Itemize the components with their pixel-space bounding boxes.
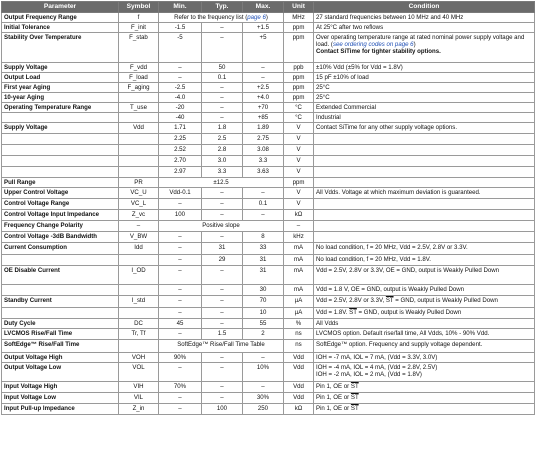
unit-cell: mA (284, 266, 314, 285)
unit-cell: % (284, 319, 314, 329)
symbol-cell: F_aging (119, 83, 159, 93)
condition-cell (314, 210, 535, 221)
table-row (2, 296, 535, 308)
typ-cell: – (202, 199, 243, 210)
max-cell: +2.5 (243, 83, 284, 93)
typ-cell: 1.8 (202, 123, 243, 134)
value-span-cell (159, 13, 284, 23)
unit-cell: ppm (284, 83, 314, 93)
typ-cell: – (202, 210, 243, 221)
symbol-cell: I_std (119, 296, 159, 308)
min-cell: – (159, 296, 202, 308)
typ-cell: – (202, 113, 243, 123)
min-cell: – (159, 329, 202, 340)
table-row (2, 363, 535, 382)
symbol-cell (119, 134, 159, 145)
table-row (2, 83, 535, 93)
typ-cell: 3.3 (202, 167, 243, 178)
param-cell (2, 145, 119, 156)
typ-cell: – (202, 393, 243, 404)
condition-cell: At 25°C after two reflows (314, 23, 535, 33)
min-cell: – (159, 63, 202, 73)
condition-cell (314, 167, 535, 178)
st-overline: $\overline{ST}$ (350, 382, 359, 390)
unit-cell: ns (284, 340, 314, 353)
symbol-cell: F_vdd (119, 63, 159, 73)
param-cell: SoftEdge™ Rise/Fall Time (2, 340, 119, 353)
unit-cell: MHz (284, 13, 314, 23)
symbol-cell: F_stab (119, 33, 159, 63)
condition-cell: Extended Commercial (314, 103, 535, 113)
typ-cell: 2.5 (202, 134, 243, 145)
unit-cell: °C (284, 103, 314, 113)
condition-cell: Pin 1, OE or $\overline{ST}$ (314, 393, 535, 404)
max-cell: +4.0 (243, 93, 284, 103)
vol-cond-line2: IOH = -2 mA, IOL = 2 mA, (Vdd = 1.8V) (316, 370, 422, 378)
table-row (2, 340, 535, 353)
unit-cell: °C (284, 113, 314, 123)
min-cell: 2.97 (159, 167, 202, 178)
header-min: Min. (159, 2, 202, 13)
condition-cell: LVCMOS option. Default rise/fall time, All Vdds, 10% - 90% Vdd. (314, 329, 535, 340)
typ-cell: – (202, 93, 243, 103)
st-overline: $\overline{ST}$ (385, 296, 394, 304)
unit-cell: µA (284, 308, 314, 319)
symbol-cell: – (119, 221, 159, 232)
min-cell: – (159, 285, 202, 296)
unit-cell: V (284, 145, 314, 156)
table-row (2, 167, 535, 178)
unit-cell: V (284, 188, 314, 199)
param-cell: OE Disable Current (2, 266, 119, 285)
param-cell (2, 308, 119, 319)
max-cell: – (243, 382, 284, 393)
condition-cell (314, 221, 535, 232)
st-overline: $\overline{ST}$ (350, 404, 359, 412)
electrical-characteristics-table (1, 1, 535, 415)
condition-cell (314, 363, 535, 382)
condition-cell: IOH = -7 mA, IOL = 7 mA, (Vdd = 3.3V, 3.0V) (314, 353, 535, 363)
min-cell: – (159, 243, 202, 255)
value-span-cell: SoftEdge™ Rise/Fall Time Table (159, 340, 284, 353)
unit-cell: kHz (284, 232, 314, 243)
param-cell: Supply Voltage (2, 63, 119, 73)
min-cell: 2.25 (159, 134, 202, 145)
param-cell (2, 113, 119, 123)
condition-cell: ±10% Vdd (±5% for Vdd = 1.8V) (314, 63, 535, 73)
table-row (2, 73, 535, 83)
param-cell: Pull Range (2, 178, 119, 188)
stability-contact-note: Contact SiTime for tighter stability options. (316, 48, 441, 56)
table-row (2, 404, 535, 415)
freq-ref-end: ) (265, 13, 268, 21)
unit-cell: V (284, 167, 314, 178)
unit-cell: ns (284, 329, 314, 340)
condition-cell: No load condition, f = 20 MHz, Vdd = 1.8V. (314, 255, 535, 266)
min-cell: -5 (159, 33, 202, 63)
typ-cell: 2.8 (202, 145, 243, 156)
table-row (2, 285, 535, 296)
symbol-cell: Vdd (119, 123, 159, 134)
min-cell: – (159, 255, 202, 266)
typ-cell: – (202, 285, 243, 296)
typ-cell: 50 (202, 63, 243, 73)
typ-cell: – (202, 83, 243, 93)
table-row (2, 156, 535, 167)
symbol-cell (119, 145, 159, 156)
condition-cell: Industrial (314, 113, 535, 123)
table-row (2, 329, 535, 340)
min-cell: – (159, 199, 202, 210)
unit-cell: ppm (284, 23, 314, 33)
condition-cell: Contact SiTime for any other supply voltage options. (314, 123, 535, 134)
header-max: Max. (243, 2, 284, 13)
typ-cell: – (202, 308, 243, 319)
table-row (2, 134, 535, 145)
table-row (2, 63, 535, 73)
typ-cell: 3.0 (202, 156, 243, 167)
param-cell (2, 167, 119, 178)
unit-cell: mA (284, 285, 314, 296)
symbol-cell: I_OD (119, 266, 159, 285)
max-cell: +1.5 (243, 23, 284, 33)
symbol-cell: f (119, 13, 159, 23)
max-cell: 10 (243, 308, 284, 319)
unit-cell: Vdd (284, 393, 314, 404)
max-cell: – (243, 73, 284, 83)
min-cell: – (159, 266, 202, 285)
symbol-cell: VIL (119, 393, 159, 404)
unit-cell: ppm (284, 93, 314, 103)
min-cell: 70% (159, 382, 202, 393)
param-cell: Standby Current (2, 296, 119, 308)
param-cell: Upper Control Voltage (2, 188, 119, 199)
param-cell: Input Voltage Low (2, 393, 119, 404)
unit-cell: ppm (284, 178, 314, 188)
table-row (2, 393, 535, 404)
condition-cell: 25°C (314, 83, 535, 93)
st-overline: $\overline{ST}$ (349, 308, 357, 316)
param-cell: Input Voltage High (2, 382, 119, 393)
condition-cell: 15 pF ±10% of load (314, 73, 535, 83)
param-cell: LVCMOS Rise/Fall Time (2, 329, 119, 340)
unit-cell: Vdd (284, 363, 314, 382)
min-cell: Vdd-0.1 (159, 188, 202, 199)
table-row (2, 103, 535, 113)
min-cell: – (159, 308, 202, 319)
table-row (2, 266, 535, 285)
unit-cell: – (284, 221, 314, 232)
condition-cell: All Vdds. Voltage at which maximum deviation is guaranteed. (314, 188, 535, 199)
max-cell: 30% (243, 393, 284, 404)
typ-cell: 29 (202, 255, 243, 266)
header-condition: Condition (314, 2, 535, 13)
param-cell: Control Voltage Input Impedance (2, 210, 119, 221)
condition-cell (314, 178, 535, 188)
unit-cell: kΩ (284, 210, 314, 221)
param-cell: Control Voltage -3dB Bandwidth (2, 232, 119, 243)
max-cell: 30 (243, 285, 284, 296)
max-cell: 33 (243, 243, 284, 255)
unit-cell: mA (284, 243, 314, 255)
min-cell: 45 (159, 319, 202, 329)
table-row (2, 243, 535, 255)
min-cell: -1.5 (159, 23, 202, 33)
table-row (2, 13, 535, 23)
min-cell: -4.0 (159, 93, 202, 103)
condition-cell (314, 156, 535, 167)
param-cell (2, 285, 119, 296)
table-row (2, 308, 535, 319)
param-cell (2, 156, 119, 167)
table-row (2, 353, 535, 363)
max-cell: 2.75 (243, 134, 284, 145)
typ-cell: 100 (202, 404, 243, 415)
param-cell: Output Frequency Range (2, 13, 119, 23)
typ-cell: – (202, 23, 243, 33)
typ-cell: 0.1 (202, 73, 243, 83)
max-cell: 3.63 (243, 167, 284, 178)
min-cell: -20 (159, 103, 202, 113)
param-cell: Duty Cycle (2, 319, 119, 329)
max-cell: – (243, 188, 284, 199)
max-cell: +5 (243, 33, 284, 63)
max-cell: 2 (243, 329, 284, 340)
param-cell: 10-year Aging (2, 93, 119, 103)
max-cell: +70 (243, 103, 284, 113)
table-row (2, 382, 535, 393)
table-row (2, 221, 535, 232)
unit-cell: kΩ (284, 404, 314, 415)
condition-cell: SoftEdge™ option. Frequency and supply voltage dependent. (314, 340, 535, 353)
min-cell: – (159, 363, 202, 382)
typ-cell: – (202, 353, 243, 363)
symbol-cell: VC_L (119, 199, 159, 210)
header-symbol: Symbol (119, 2, 159, 13)
typ-cell: – (202, 363, 243, 382)
condition-cell: Vdd = 2.5V, 2.8V or 3.3V, $\overline{ST}$ = GND, output is Weakly Pulled Down (314, 296, 535, 308)
typ-cell: 1.5 (202, 329, 243, 340)
table-row (2, 255, 535, 266)
param-cell: Operating Temperature Range (2, 103, 119, 113)
max-cell: 3.08 (243, 145, 284, 156)
condition-cell: Vdd = 1.8 V, OE = GND, output is Weakly Pulled Down (314, 285, 535, 296)
table-row (2, 232, 535, 243)
table-row (2, 178, 535, 188)
unit-cell: V (284, 134, 314, 145)
stability-cond-end: ) (413, 40, 416, 48)
max-cell: 3.3 (243, 156, 284, 167)
condition-cell (314, 199, 535, 210)
condition-cell (314, 145, 535, 156)
typ-cell: – (202, 33, 243, 63)
condition-cell: All Vdds (314, 319, 535, 329)
stability-cond-text: Over operating temperature range at rated nominal power supply voltage and load. ( (316, 33, 525, 48)
symbol-cell (119, 167, 159, 178)
table-row (2, 33, 535, 63)
header-typ: Typ. (202, 2, 243, 13)
param-cell: Input Pull-up Impedance (2, 404, 119, 415)
param-cell: Stability Over Temperature (2, 33, 119, 63)
unit-cell: V (284, 123, 314, 134)
min-cell: – (159, 232, 202, 243)
symbol-cell (119, 113, 159, 123)
min-cell: -40 (159, 113, 202, 123)
param-cell: First year Aging (2, 83, 119, 93)
symbol-cell: Z_vc (119, 210, 159, 221)
min-cell: – (159, 393, 202, 404)
table-row (2, 93, 535, 103)
max-cell: – (243, 353, 284, 363)
typ-cell: – (202, 103, 243, 113)
table-row (2, 145, 535, 156)
symbol-cell: PR (119, 178, 159, 188)
unit-cell: ppb (284, 63, 314, 73)
table-row (2, 319, 535, 329)
header-row (2, 2, 535, 13)
max-cell: – (243, 210, 284, 221)
condition-cell: 27 standard frequencies between 10 MHz and 40 MHz (314, 13, 535, 23)
table-row (2, 210, 535, 221)
param-cell: Output Voltage High (2, 353, 119, 363)
symbol-cell: Idd (119, 243, 159, 255)
max-cell: – (243, 63, 284, 73)
min-cell: 2.70 (159, 156, 202, 167)
min-cell: 1.71 (159, 123, 202, 134)
max-cell: 1.89 (243, 123, 284, 134)
min-cell: – (159, 404, 202, 415)
condition-cell: 25°C (314, 93, 535, 103)
st-overline: $\overline{ST}$ (350, 393, 359, 401)
symbol-cell: VOL (119, 363, 159, 382)
param-cell: Frequency Change Polarity (2, 221, 119, 232)
typ-cell: – (202, 266, 243, 285)
unit-cell: V (284, 199, 314, 210)
min-cell: -2.5 (159, 83, 202, 93)
symbol-cell: F_load (119, 73, 159, 83)
unit-cell: ppm (284, 33, 314, 63)
min-cell: 90% (159, 353, 202, 363)
param-cell: Control Voltage Range (2, 199, 119, 210)
condition-cell: Vdd = 1.8V. $\overline{ST}$ = GND, output is Weakly Pulled Down (314, 308, 535, 319)
symbol-cell: DC (119, 319, 159, 329)
typ-cell: – (202, 188, 243, 199)
header-parameter: Parameter (2, 2, 119, 13)
symbol-cell: T_use (119, 103, 159, 113)
typ-cell: – (202, 296, 243, 308)
table-row (2, 23, 535, 33)
min-cell: – (159, 73, 202, 83)
unit-cell: V (284, 156, 314, 167)
vol-cond-line1: IOH = -4 mA, IOL = 4 mA, (Vdd = 2.8V, 2.5V) (316, 363, 438, 371)
param-cell: Supply Voltage (2, 123, 119, 134)
table-row (2, 188, 535, 199)
table-row (2, 199, 535, 210)
symbol-cell: V_BW (119, 232, 159, 243)
max-cell: 10% (243, 363, 284, 382)
max-cell: 31 (243, 266, 284, 285)
symbol-cell: Z_in (119, 404, 159, 415)
max-cell: 55 (243, 319, 284, 329)
value-span-cell: ±12.5 (159, 178, 284, 188)
condition-cell (314, 232, 535, 243)
param-cell: Output Voltage Low (2, 363, 119, 382)
max-cell: 0.1 (243, 199, 284, 210)
symbol-cell (119, 285, 159, 296)
value-span-cell: Positive slope (159, 221, 284, 232)
max-cell: 70 (243, 296, 284, 308)
unit-cell: ppm (284, 73, 314, 83)
condition-cell: Vdd = 2.5V, 2.8V or 3.3V, OE = GND, output is Weakly Pulled Down (314, 266, 535, 285)
symbol-cell (119, 156, 159, 167)
max-cell: 250 (243, 404, 284, 415)
condition-cell: No load condition, f = 20 MHz, Vdd = 2.5V, 2.8V or 3.3V. (314, 243, 535, 255)
symbol-cell: Tr, Tf (119, 329, 159, 340)
freq-ref-text: Refer to the frequency list ( (174, 13, 248, 21)
unit-cell: Vdd (284, 353, 314, 363)
condition-cell: Pin 1, OE or $\overline{ST}$ (314, 404, 535, 415)
min-cell: 100 (159, 210, 202, 221)
header-unit: Unit (284, 2, 314, 13)
table-row (2, 123, 535, 134)
condition-cell: Pin 1, OE or $\overline{ST}$ (314, 382, 535, 393)
param-cell: Output Load (2, 73, 119, 83)
typ-cell: – (202, 382, 243, 393)
symbol-cell (119, 340, 159, 353)
table-row (2, 113, 535, 123)
symbol-cell (119, 255, 159, 266)
typ-cell: – (202, 232, 243, 243)
unit-cell: mA (284, 255, 314, 266)
condition-cell (314, 134, 535, 145)
symbol-cell (119, 308, 159, 319)
symbol-cell: VIH (119, 382, 159, 393)
freq-ref-link[interactable]: page 6 (247, 13, 266, 21)
symbol-cell: VC_U (119, 188, 159, 199)
typ-cell: – (202, 319, 243, 329)
param-cell: Initial Tolerance (2, 23, 119, 33)
max-cell: +85 (243, 113, 284, 123)
param-cell (2, 255, 119, 266)
max-cell: 8 (243, 232, 284, 243)
condition-cell (314, 33, 535, 63)
param-cell: Current Consumption (2, 243, 119, 255)
unit-cell: Vdd (284, 382, 314, 393)
symbol-cell (119, 93, 159, 103)
max-cell: 31 (243, 255, 284, 266)
unit-cell: µA (284, 296, 314, 308)
symbol-cell: F_init (119, 23, 159, 33)
ordering-codes-link[interactable]: see ordering codes on page 6 (332, 40, 414, 48)
symbol-cell: VOH (119, 353, 159, 363)
typ-cell: 31 (202, 243, 243, 255)
param-cell (2, 134, 119, 145)
min-cell: 2.52 (159, 145, 202, 156)
